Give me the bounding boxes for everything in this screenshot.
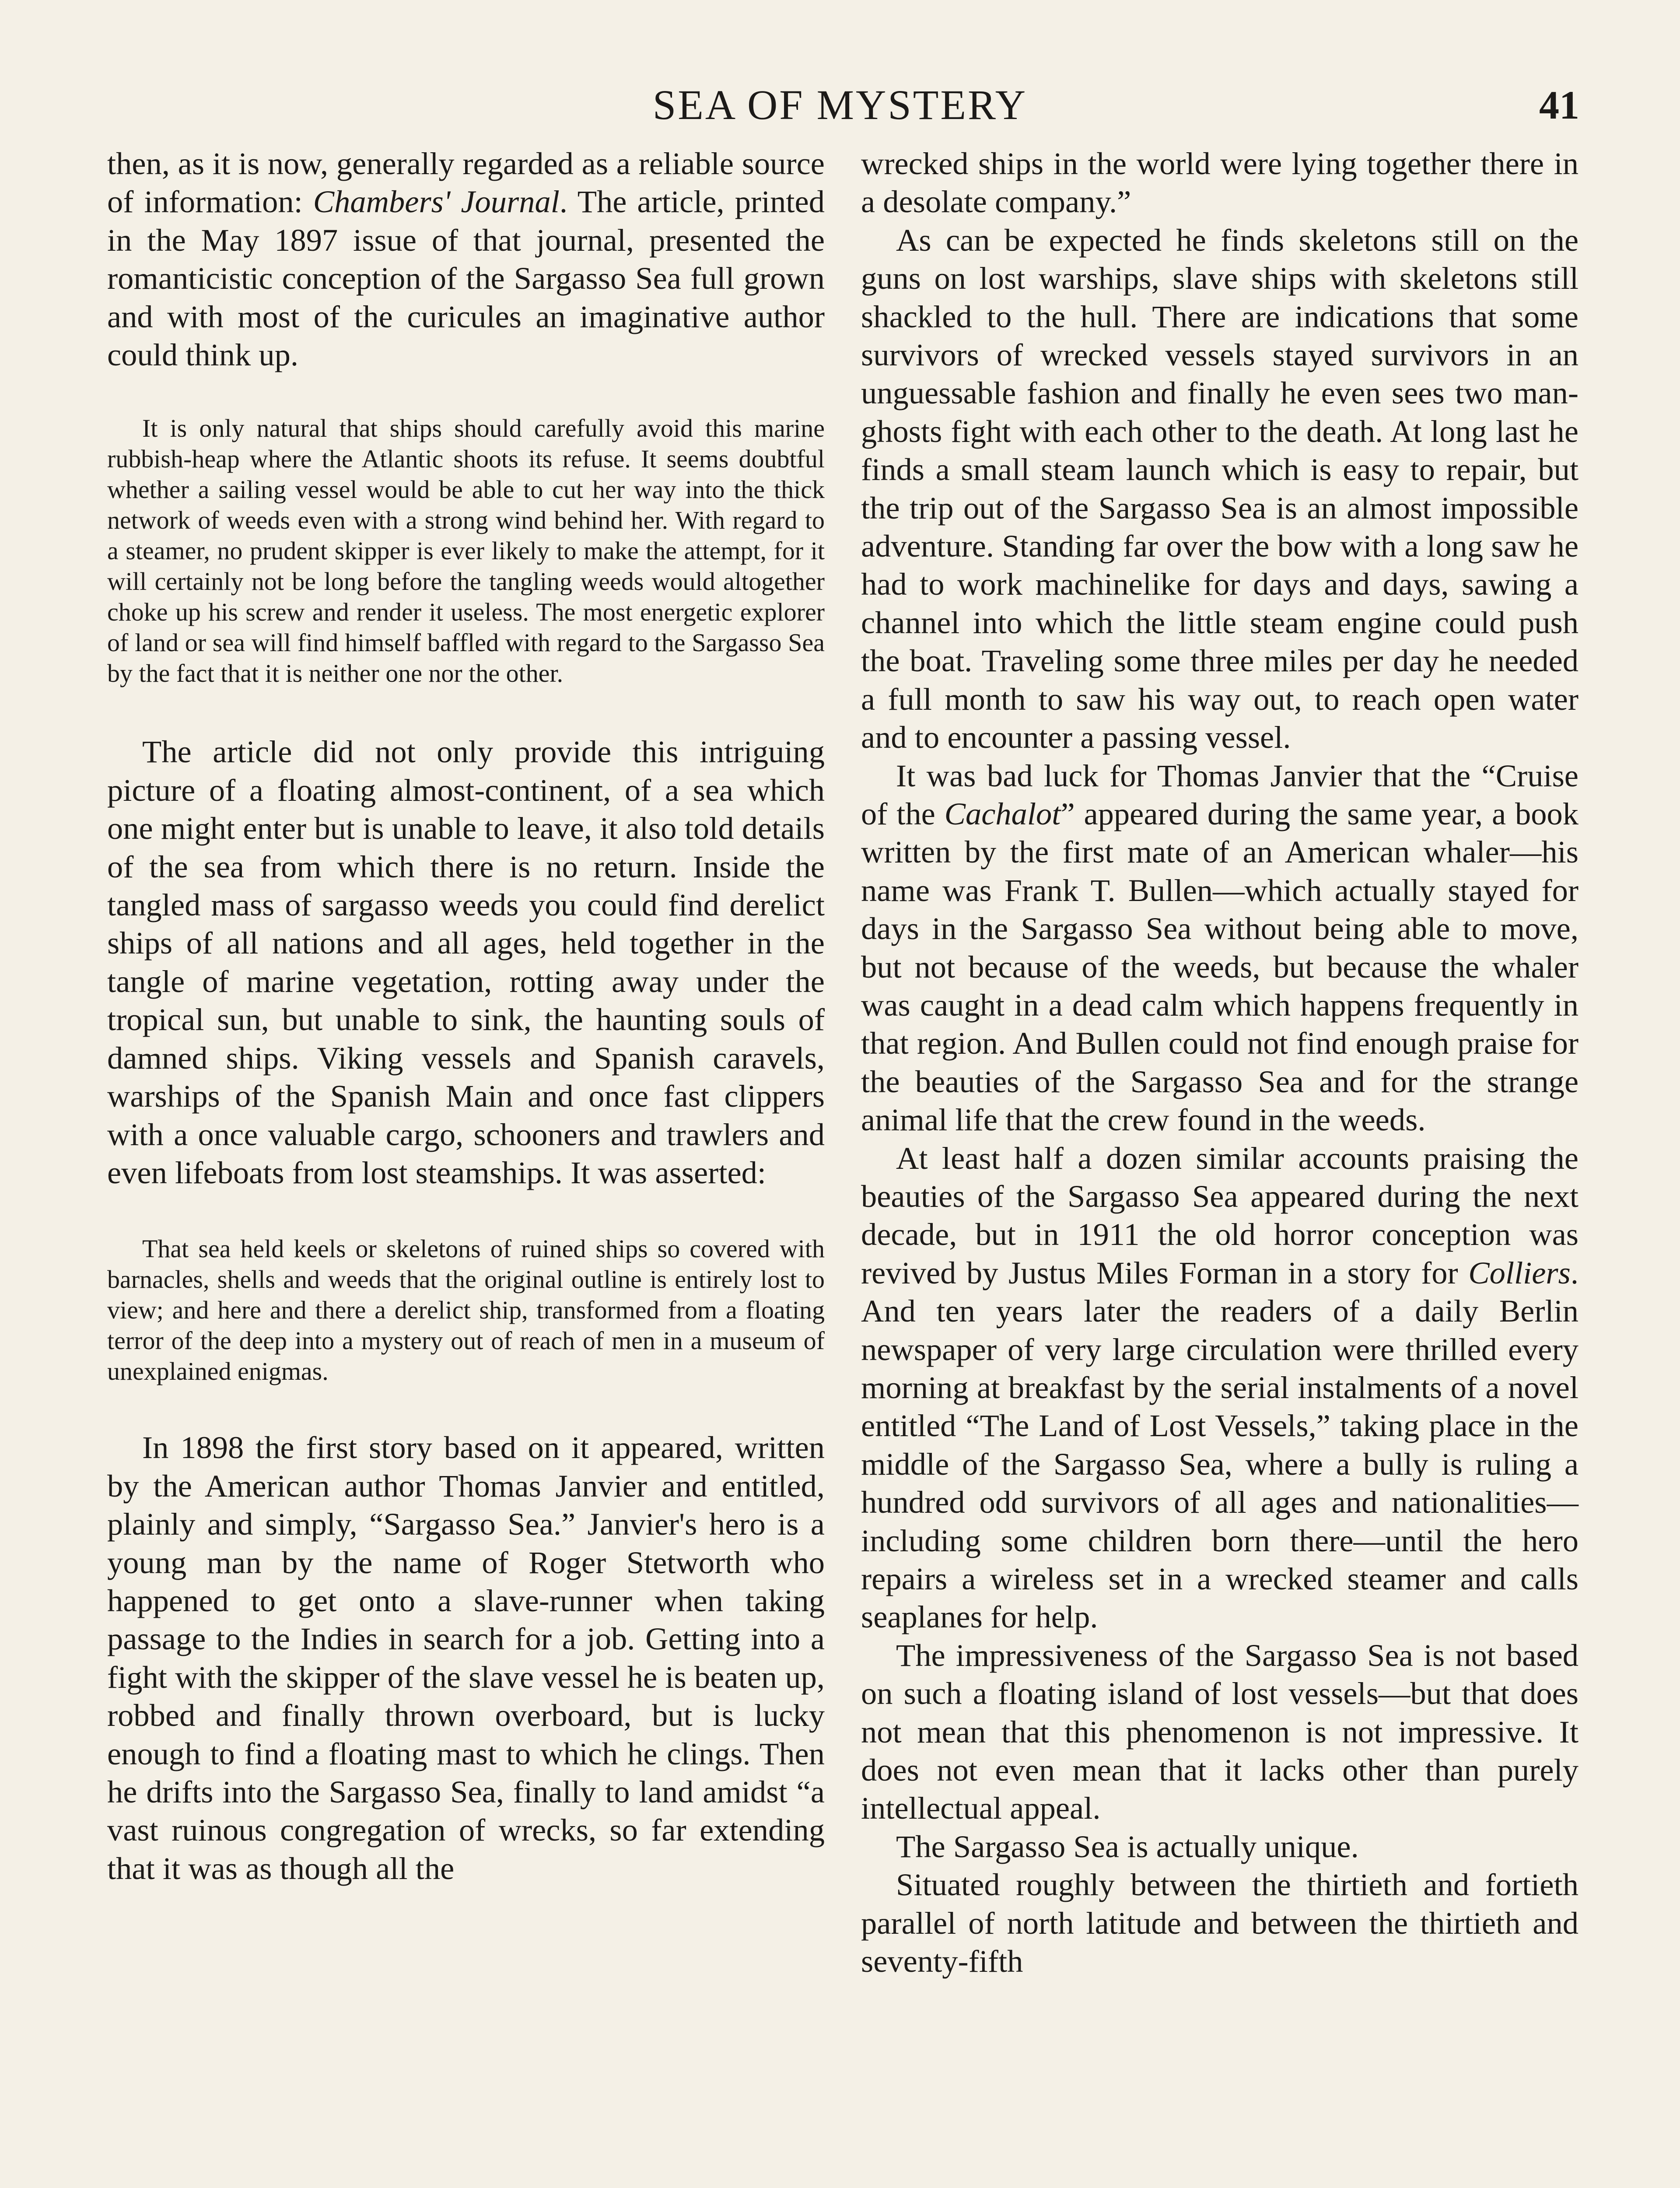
spacer bbox=[107, 374, 825, 413]
block-quote: That sea held keels or skeletons of ruined ships so covered with barnacles, shells and weeds that the original outline is entirely lost to view; and here and there a derelict ship, transformed from a floating terror of the deep into a mystery out of reach of men in a museum of unexplained enigmas. bbox=[107, 1234, 825, 1386]
paragraph bbox=[861, 1139, 1578, 1636]
paragraph: As can be expected he finds skeletons still on the guns on lost warships, slave ships with skeletons still shackled to the hull. There are indications that some survivors of wrecked vessels stayed survivors in an unguessable fashion and finally he even sees two man-ghosts fight with each other to the death. At long last he finds a small steam launch which is easy to repair, but the trip out of the Sargasso Sea is an almost impossible adventure. Standing far over the bow with a long saw he had to work machinelike for days and days, sawing a channel into which the little steam engine could push the boat. Traveling some three miles per day he needed a full month to saw his way out, to reach open water and to encounter a passing vessel. bbox=[861, 222, 1578, 755]
magazine-title: Colliers bbox=[1468, 1255, 1571, 1290]
paragraph-text: . And ten years later the readers of a daily Berlin newspaper of very large circulation were thrilled every morning at breakfast by the serial instalments of a novel entitled “The Land of Lost Vessels,” taking place in the middle of the Sargasso Sea, where a bully is ruling a hundred odd survivors of all ages and nationalities—including some children born there—until the hero repairs a wireless set in a wrecked steamer and calls seaplanes for help. bbox=[861, 1255, 1578, 1635]
paragraph-text: . The article, printed in the May 1897 issue of that journal, presented the romanticistic conception of the Sargasso Sea full grown and with most of the curicules an imaginative author could think up. bbox=[107, 184, 825, 373]
paragraph bbox=[107, 144, 825, 374]
spacer bbox=[107, 689, 825, 733]
paragraph: Situated roughly between the thirtieth and fortieth parallel of north latitude and between the thirtieth and seventy-fifth bbox=[861, 1867, 1578, 1979]
paragraph: In 1898 the first story based on it appeared, written by the American author Thomas Janvier and entitled, plainly and simply, “Sargasso Sea.” Janvier's hero is a young man by the name of Roger Stetworth who happened to get onto a slave-runner when taking passage to the Indies in search for a job. Getting into a fight with the skipper of the slave vessel he is beaten up, robbed and finally thrown overboard, but is lucky enough to find a floating mast to which he clings. Then he drifts into the Sargasso Sea, finally to land amidst “a vast ruinous congregation of wrecks, so far extending that it was as though all the bbox=[107, 1430, 825, 1886]
paragraph: The Sargasso Sea is actually unique. bbox=[896, 1828, 1359, 1864]
paragraph: The impressiveness of the Sargasso Sea is not based on such a floating island of lost vessels—but that does not mean that this phenomenon is not impressive. It does not even mean that it lacks other than purely intellectual appeal. bbox=[861, 1637, 1578, 1826]
paragraph-text: It was bad luck for Thomas Janvier that the “Cruise of the bbox=[861, 757, 1578, 831]
page-number: 41 bbox=[1539, 83, 1579, 127]
paragraph-text: then, as it is now, generally regarded as a reliable source of information: bbox=[107, 146, 825, 220]
running-title: SEA OF MYSTERY bbox=[652, 81, 1028, 128]
paragraph-text: ” appeared during the same year, a book written by the first mate of an American whaler—his name was Frank T. Bullen—which actually stayed for days in the Sargasso Sea without being able to move, but not because of the weeds, but because the whaler was caught in a dead calm which happens frequently in that region. And Bullen could not find enough praise for the beauties of the Sargasso Sea and for the strange animal life that the crew found in the weeds. bbox=[861, 796, 1579, 1138]
paragraph bbox=[861, 757, 1578, 1139]
spacer bbox=[107, 1192, 825, 1234]
book-title: Cachalot bbox=[944, 796, 1061, 831]
paragraph-text: At least half a dozen similar accounts praising the beauties of the Sargasso Sea appeared during the next decade, but in 1911 the old horror conception was revived by Justus Miles Forman in a story for bbox=[861, 1140, 1578, 1290]
right-column bbox=[861, 144, 1578, 1981]
paragraph: wrecked ships in the world were lying together there in a desolate company.” bbox=[861, 146, 1578, 220]
spacer bbox=[107, 1387, 825, 1428]
page-header bbox=[0, 79, 1680, 131]
left-column bbox=[107, 144, 825, 1887]
journal-title: Chambers' Journal bbox=[313, 184, 560, 220]
block-quote: It is only natural that ships should carefully avoid this marine rubbish-heap where the Atlantic shoots its refuse. It seems doubtful whether a sailing vessel would be able to cut her way into the thick network of weeds even with a strong wind behind her. With regard to a steamer, no prudent skipper is ever likely to make the attempt, for it will certainly not be long before the tangling weeds would altogether choke up his screw and render it useless. The most energetic explorer of land or sea will find himself baffled with regard to the Sargasso Sea by the fact that it is neither one nor the other. bbox=[107, 414, 825, 688]
paragraph: The article did not only provide this intriguing picture of a floating almost-continent, of a sea which one might enter but is unable to leave, it also told details of the sea from which there is no return. Inside the tangled mass of sargasso weeds you could find derelict ships of all nations and all ages, held together in the tangle of marine vegetation, rotting away under the tropical sun, but unable to sink, the haunting souls of damned ships. Viking vessels and Spanish caravels, warships of the Spanish Main and once fast clippers with a once valuable cargo, schooners and trawlers and even lifeboats from lost steamships. It was asserted: bbox=[107, 734, 825, 1190]
